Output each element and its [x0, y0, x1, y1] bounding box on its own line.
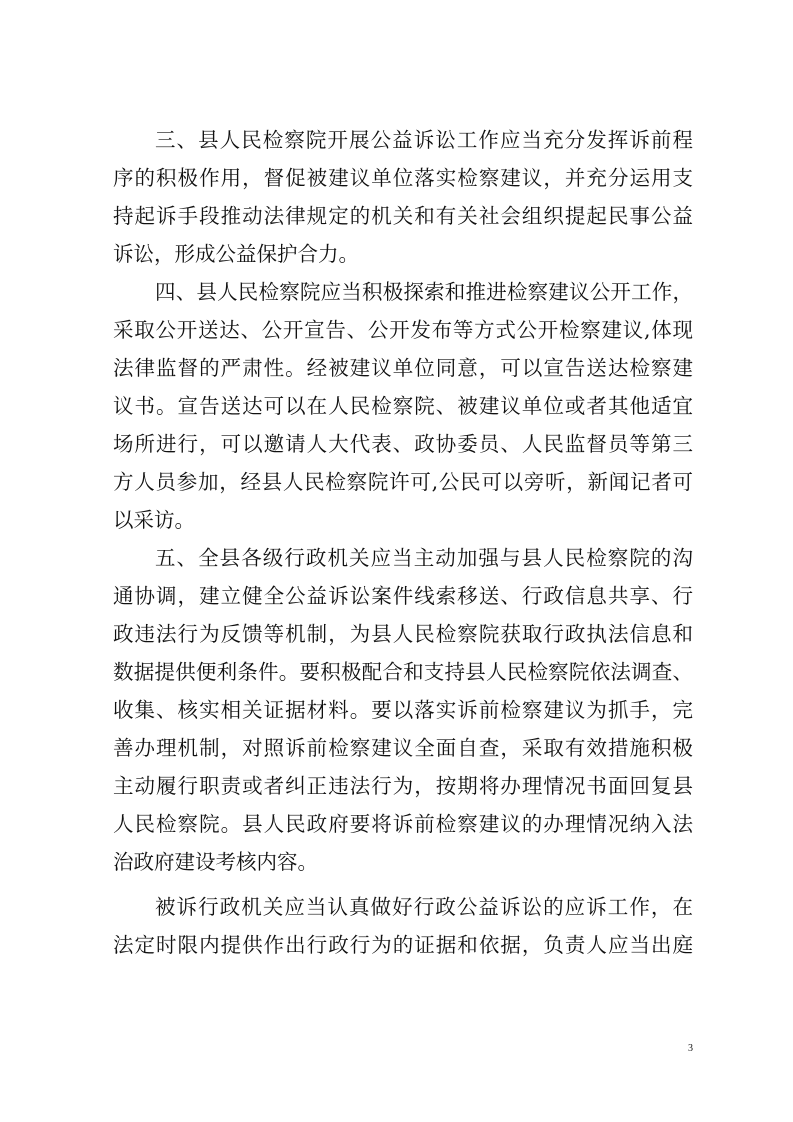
paragraph-3-line-3: 持起诉手段推动法律规定的机关和有关社会组织提起民事公益	[113, 204, 693, 228]
paragraph-5-line-5: 收集、核实相关证据材料。要以落实诉前检察建议为抓手，完	[113, 698, 693, 722]
paragraph-5-line-3: 政违法行为反馈等机制，为县人民检察院获取行政执法信息和	[113, 622, 693, 646]
paragraph-4-line-4: 议书。宣告送达可以在人民检察院、被建议单位或者其他适宜	[113, 394, 693, 418]
paragraph-3-line-2: 序的积极作用，督促被建议单位落实检察建议，并充分运用支	[113, 166, 693, 190]
paragraph-5-line-9: 治政府建设考核内容。	[113, 850, 318, 874]
paragraph-4-line-1: 四、县人民检察院应当积极探索和推进检察建议公开工作，	[155, 280, 693, 304]
paragraph-5-line-8: 人民检察院。县人民政府要将诉前检察建议的办理情况纳入法	[113, 812, 693, 836]
paragraph-5-line-1: 五、全县各级行政机关应当主动加强与县人民检察院的沟	[155, 546, 693, 570]
paragraph-6-line-2: 法定时限内提供作出行政行为的证据和依据，负责人应当出庭	[113, 933, 693, 957]
paragraph-5-line-4: 数据提供便利条件。要积极配合和支持县人民检察院依法调查、	[113, 660, 693, 684]
paragraph-4-line-6: 方人员参加，经县人民检察院许可,公民可以旁听，新闻记者可	[113, 470, 693, 494]
paragraph-3-line-4: 诉讼，形成公益保护合力。	[113, 242, 359, 266]
paragraph-4-line-5: 场所进行，可以邀请人大代表、政协委员、人民监督员等第三	[113, 432, 693, 456]
paragraph-3-line-1: 三、县人民检察院开展公益诉讼工作应当充分发挥诉前程	[155, 128, 693, 152]
paragraph-4-line-3: 法律监督的严肃性。经被建议单位同意，可以宣告送达检察建	[113, 356, 693, 380]
paragraph-5-line-7: 主动履行职责或者纠正违法行为，按期将办理情况书面回复县	[113, 774, 693, 798]
paragraph-6-line-1: 被诉行政机关应当认真做好行政公益诉讼的应诉工作，在	[155, 895, 693, 919]
paragraph-4-line-7: 以采访。	[113, 508, 195, 532]
paragraph-5-line-6: 善办理机制，对照诉前检察建议全面自查，采取有效措施积极	[113, 736, 693, 760]
page-number: 3	[688, 1043, 693, 1054]
paragraph-4-line-2: 采取公开送达、公开宣告、公开发布等方式公开检察建议,体现	[113, 318, 693, 342]
paragraph-5-line-2: 通协调，建立健全公益诉讼案件线索移送、行政信息共享、行	[113, 584, 693, 608]
